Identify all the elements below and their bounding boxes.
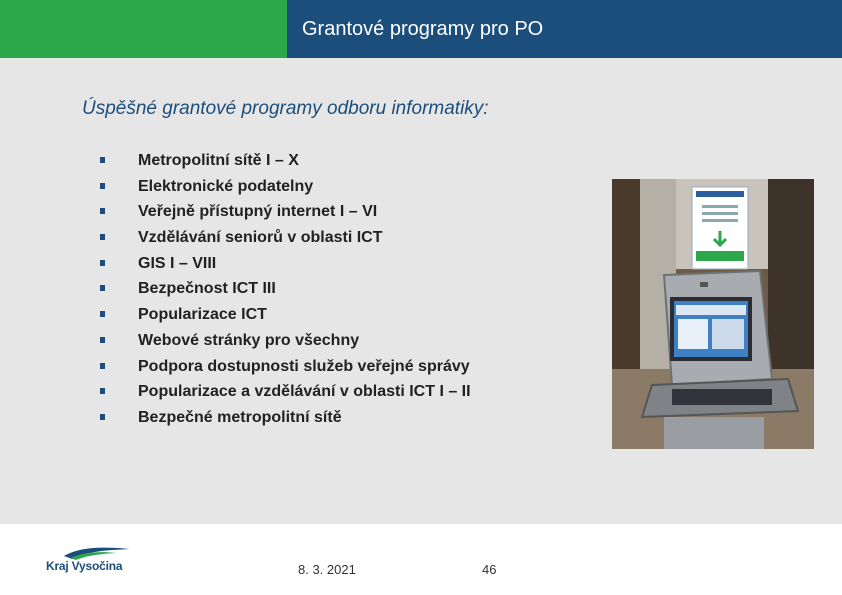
kiosk-photo <box>612 179 814 449</box>
kraj-vysocina-logo <box>46 546 136 576</box>
footer-date: 8. 3. 2021 <box>298 562 356 577</box>
logo-text: Kraj Vysočina <box>46 559 123 573</box>
bullet-square-icon <box>100 183 105 189</box>
section-subtitle: Úspěšné grantové programy odboru informatiky: <box>82 98 489 119</box>
bullet-square-icon <box>100 337 105 343</box>
footer <box>0 524 842 595</box>
list-item-text: Veřejně přístupný internet I – VI <box>138 203 378 221</box>
list-item-text: Popularizace ICT <box>138 306 267 324</box>
list-item-text: Podpora dostupnosti služeb veřejné správy <box>138 357 470 375</box>
bullet-square-icon <box>100 414 105 420</box>
list-item-text: GIS I – VIII <box>138 254 217 272</box>
bullet-square-icon <box>100 260 105 266</box>
header-green-band <box>0 0 287 58</box>
page-title: Grantové programy pro PO <box>302 18 544 40</box>
list-item-text: Elektronické podatelny <box>138 177 314 195</box>
bullet-square-icon <box>100 208 105 214</box>
bullet-square-icon <box>100 285 105 291</box>
list-item-text: Popularizace a vzdělávání v oblasti ICT I – II <box>138 383 471 401</box>
bullet-square-icon <box>100 388 105 394</box>
list-item-text: Vzdělávání seniorů v oblasti ICT <box>138 229 383 247</box>
list-item-text: Bezpečné metropolitní sítě <box>138 408 342 426</box>
content-area <box>0 58 842 524</box>
list-item-text: Bezpečnost ICT III <box>138 280 276 298</box>
page-number: 46 <box>482 562 497 577</box>
bullet-square-icon <box>100 311 105 317</box>
list-item-text: Webové stránky pro všechny <box>138 331 360 349</box>
kraj-vysocina-logo-icon <box>46 546 136 560</box>
bullet-square-icon <box>100 363 105 369</box>
list-item-text: Metropolitní sítě I – X <box>138 152 299 169</box>
bullet-square-icon <box>100 157 105 163</box>
bullet-square-icon <box>100 234 105 240</box>
